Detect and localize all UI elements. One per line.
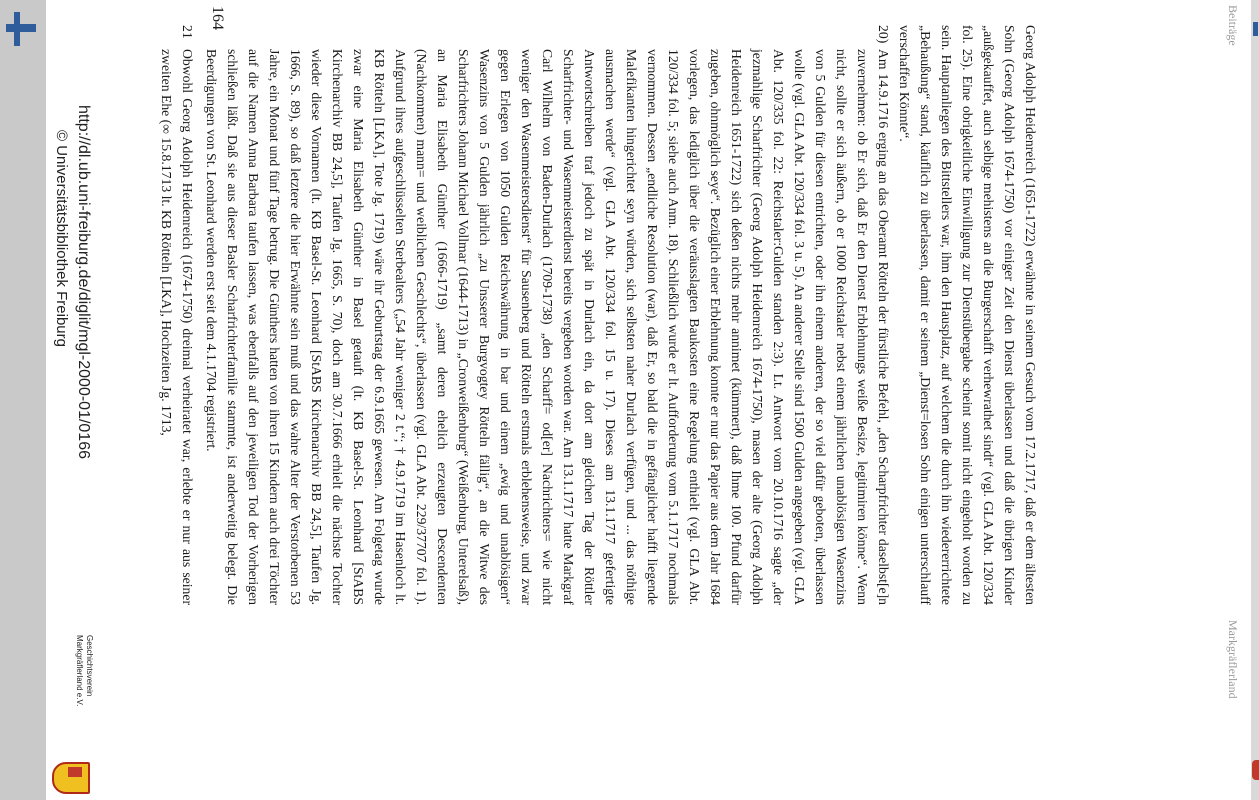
library-logo-icon-stroke xyxy=(14,12,20,46)
running-header-left: Beiträge xyxy=(1226,5,1240,46)
library-logo-icon xyxy=(6,24,36,32)
viewer-right-strip xyxy=(1251,0,1259,800)
main-text-block xyxy=(156,25,1041,605)
rotated-page-content xyxy=(46,0,1240,800)
viewer-left-strip xyxy=(0,0,46,800)
footnote-number: 21 xyxy=(180,25,195,39)
round-badge-icon xyxy=(1252,760,1259,780)
running-header xyxy=(1222,0,1240,800)
page-number: 164 xyxy=(209,6,226,30)
footnote-21 xyxy=(156,25,198,605)
footnote-20 xyxy=(201,25,894,605)
footnote-text: Am 14.9.1716 erging an das Oberamt Rötteln der fürstliche Befehl, „den Scharpfrichter daselbst[e]n zuvernehmen: ob Er sich, daß Er den Dienst Erblehnungs weiße Besize, legitimiren könne“. Wenn nicht, sollte er sich äußern, ob er 1000 Reichstaler nebst einem jährlichen unablösigen Wasenzins von 5 Gulden für diesen entrichten, oder ihn einem anderen, der so viel dafür geboten, überlassen wolle (vgl. GLA Abt. 120/334 fol. 3 u. 5). An anderer Stelle sind 1500 Gulden angegeben (vgl. GLA Abt. 120/335 fol. 22: Reichstaler:Gulden standen 2:3). Lt. Antwort vom 20.10.1716 sagte „der jezmahlige Scharfrichter (Georg Adolph Heidenreich 1674-1750), masen der alte (Georg Adolph Heidenreich 1651-1722) sich deßen nichts mehr annimet (kümmert), daß Ihme 100. Pfund darfür zugeben, ohnmöglich seye“. Bezüglich einer Erblehnung konnte er nur das Papier aus dem Jahr 1684 vorlegen, das lediglich über die veräusslagten Baukosten eine Regelung enthielt (vgl. GLA Abt. 120/334 fol. 5; siehe auch Anm. 18). Schließlich wurde er lt. Aufforderung vom 5.1.1717 nochmals vernommen. Dessen „endliche Resolution (war), daß Er, so bald die in gefänglicher hafft liegende Malefikanten hingerichtet seyn würden, sich selbsten naher Durlach verfügen, und ... das nöthige ausmachen werde“ (vgl. GLA Abt. 120/334 fol. 15 u. 17). Dieses am 13.1.1717 gefertigte Antwortschreiben traf jedoch zu spät in Durlach ein, da dort am gleichen Tag der Röttler Scharfrichter- und Wasenmeisterdienst bereits vergeben worden war. Am 13.1.1717 hatte Markgraf Carl Wilhelm von Baden-Durlach (1709-1738) „den Scharff= od[er] Nachrichters= wie nicht weniger den Wasenmeistersdienst“ für Sausenberg und Rötteln erstmals erblehensweise, und zwar gegen Erlegen von 1050 Gulden Reichswährung in bar und einem „ewig und unablösigen“ Wasenzins von 5 Gulden jährlich „zu Unsserer Burgvogtey Rötteln fällig“, an die Witwe des Scharfrichters Johann Michael Vollmar (1644-1713) in „Cronweißenburg“ (Weißenburg, Unterelsaß), an Maria Elisabeth Günther (1666-1719) „samt deren ehelich erzeugten Descendenten (Nachkommen) mann= und weiblichen Geschlechts“, überlassen (vgl. GLA Abt. 229/37707 fol. 1). Aufgrund ihres aufgeschlüsselten Sterbealters („54 Jahr weniger 2 t.“; † 4.9.1719 im Hasenloch lt. KB Rötteln [LKA], Tote Jg. 1719) wäre ihr Geburtstag der 6.9.1665 gewesen. Am Folgetag wurde zwar eine Maria Elisabeth Günther in Basel getauft (lt. KB Basel-St. Leonhard [StABS Kirchenarchiv BB 24,5], Taufen Jg. 1665, S. 70), doch am 30.7.1666 erhielt die nächste Tochter wieder diese Vornamen (lt. KB Basel-St. Leonhard [StABS Kirchenarchiv BB 24,5], Taufen Jg. 1666, S. 89), so daß letztere die hier Erwähnte sein muß und das wahre Alter der Verstorbenen 53 Jahre, ein Monat und fünf Tage betrug. Die Günthers hatten von ihren 15 Kindern auch drei Töchter auf die Namen Anna Barbara taufen lassen, was ebenfalls auf den jeweiligen Tod der Vorherigen schließen läßt. Daß sie aus dieser Basler Scharfrichterfamilie stammte, ist anderweitig belegt. Die Beerdigungen von St. Leonhard werden erst seit dem 4.1.1704 registriert. xyxy=(204,49,891,605)
permalink-url[interactable]: http://dl.ub.uni-freiburg.de/diglit/mgl-2000-01/0166 xyxy=(75,105,92,459)
publisher-line-2: Markgräflerland e.V. xyxy=(75,635,84,707)
coat-of-arms-icon xyxy=(52,762,90,794)
running-header-right: Markgräflerland xyxy=(1226,620,1240,699)
publisher-line-1: Geschichtsverein xyxy=(85,635,94,697)
page-footer xyxy=(46,0,96,800)
copyright-notice: © Universitätsbibliothek Freiburg xyxy=(53,130,70,347)
footnote-number: 20) xyxy=(876,25,891,44)
footnote-text: Obwohl Georg Adolph Heidenreich (1674-1750) dreimal verheiratet war, erlebte er nur aus seiner zweiten Ehe (∞ 15.8.1713 lt. KB Rötteln [LKA], Hochzeiten Jg. 1713, xyxy=(159,49,195,605)
publisher-name xyxy=(74,635,94,706)
paragraph-continued: Georg Adolph Heidenreich (1651-1722) erwähnte in seinem Gesuch vom 17.2.1717, daß er dem ältesten Sohn (Georg Adolph 1674-1750) vor einiger Zeit den Dienst überlassen und daß die übrigen Kinder „außgekauffet, auch selbige mehistens an die Burgerschafft verhewrathet sindt“ (vgl. GLA Abt. 120/334 fol. 25). Eine obrigkeitliche Einwilligung zur Dienstübergabe scheint somit nicht eingeholt worden zu sein. Hauptanliegen des Bittstellers war, ihm den Hausplatz, auf welchem die durch ihn wiedererrichtete „Behaußung“ stand, käuflich zu überlassen, damit er seinem „Dienst=losen Sohn einigen unterschlauff verschaffen Könnte“. xyxy=(897,25,1038,605)
library-logo-icon-right xyxy=(1253,22,1258,36)
scanned-page xyxy=(46,0,1251,800)
